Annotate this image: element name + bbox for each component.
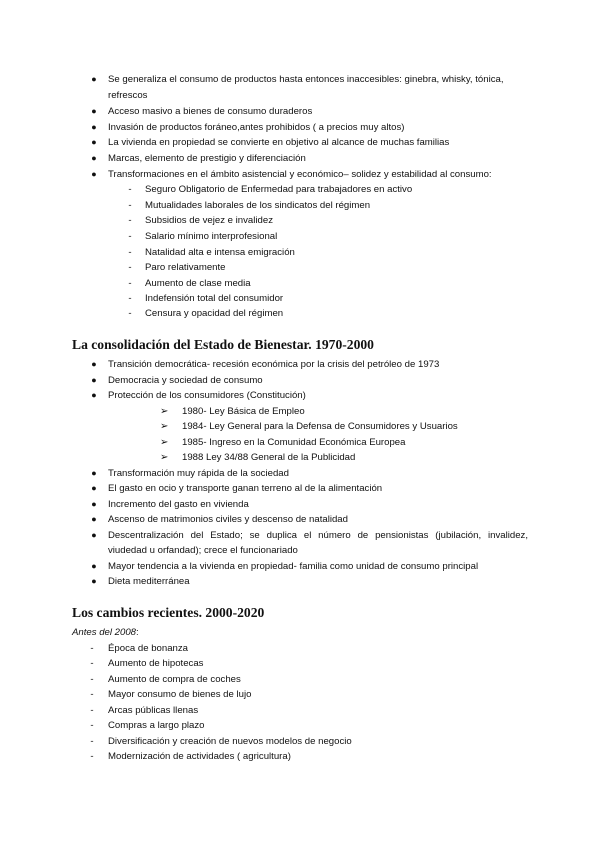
arrow-icon: ➢ [160,437,169,448]
section-heading: La consolidación del Estado de Bienestar. 1970-2000 [72,337,374,352]
bullet-icon: ● [91,375,97,385]
bullet-icon: ● [91,514,97,524]
dash-icon: - [90,689,94,700]
bullet-icon: ● [91,530,97,540]
dash-icon: - [90,705,94,716]
bullet-icon: ● [91,468,97,478]
bullet-icon: ● [91,359,97,369]
bullet-icon: ● [91,137,97,147]
bullet-icon: ● [91,483,97,493]
dash-icon: - [90,720,94,731]
bullet-icon: ● [91,106,97,116]
bullet-icon: ● [91,122,97,132]
dash-icon: - [128,231,132,242]
bullet-icon: ● [91,169,97,179]
bullet-icon: ● [91,576,97,586]
dash-icon: - [90,751,94,762]
dash-icon: - [90,736,94,747]
dash-icon: - [128,278,132,289]
bullet-icon: ● [91,561,97,571]
dash-icon: - [128,308,132,319]
dash-icon: - [128,247,132,258]
arrow-icon: ➢ [160,406,169,417]
bullet-icon: ● [91,74,97,84]
dash-icon: - [90,643,94,654]
dash-icon: - [128,262,132,273]
dash-icon: - [128,184,132,195]
dash-icon: - [90,674,94,685]
bullet-icon: ● [91,153,97,163]
section-heading: Los cambios recientes. 2000-2020 [72,605,265,620]
bullet-icon: ● [91,390,97,400]
document-page: ● Se generaliza el consumo de productos hasta entonces inaccesibles: ginebra, whisky, tónica, refrescos ● Acceso masivo a bienes de consumo duraderos ● Invasión de productos foráneo,antes prohibidos ( a precios muy altos) ● La vivienda en propiedad se convierte en objetivo al alcance de muchas familias ● Marcas, elemento de prestigio y diferenciación ● Transformaciones en el ámbito asistencial y económico– solidez y estabilidad al consumo: - Seguro Obligatorio de Enfermedad para trabajadores en activo - Mutualidades laborales de los sindicatos del régimen - Subsidios de vejez e invalidez - Salario mínimo interprofesional - Natalidad alta e intensa emigración - Paro relativamente - Aumento de clase media - Indefensión total del consumidor - Censura y opacidad del régimen La consolidación del Estado de Bienestar. 1970-2000 ● Transición democrática- recesión económica por la crisis del petróleo de 1973 ● Democracia y sociedad de consumo ● Protección de los consumidores (Constitución) ➢ 1980- Ley Básica de Empleo ➢ 1984- Ley General para la Defensa de Consumidores y Usuarios ➢ 1985- Ingreso en la Comunidad Económica Europea ➢ 1988 Ley 34/88 General de la Publicidad ● Transformación muy rápida de la sociedad ● El gasto en ocio y transporte ganan terreno al de la alimentación ● Incremento del gasto en vivienda ● Ascenso de matrimonios civiles y descenso de natalidad ● Descentralización del Estado; se duplica el número de pensionistas (jubilación, invalidez, viudedad u orfandad); crece el funcionariado ● Mayor tendencia a la vivienda en propiedad- familia como unidad de consumo principal ● Dieta mediterránea Los cambios recientes. 2000-2020 Antes del 2008: - Época de bonanza - Aumento de hipotecas - Aumento de compra de coches - Mayor consumo de bienes de lujo - Arcas públicas llenas - Compras a largo plazo - Diversificación y creación de nuevos modelos de negocio - Modernización de actividades ( agricultura) [72,74,528,762]
bullet-icon: ● [91,499,97,509]
dash-icon: - [90,658,94,669]
dash-icon: - [128,293,132,304]
arrow-icon: ➢ [160,421,169,432]
dash-icon: - [128,215,132,226]
dash-icon: - [128,200,132,211]
arrow-icon: ➢ [160,452,169,463]
subheading: Antes del 2008: [72,627,139,638]
